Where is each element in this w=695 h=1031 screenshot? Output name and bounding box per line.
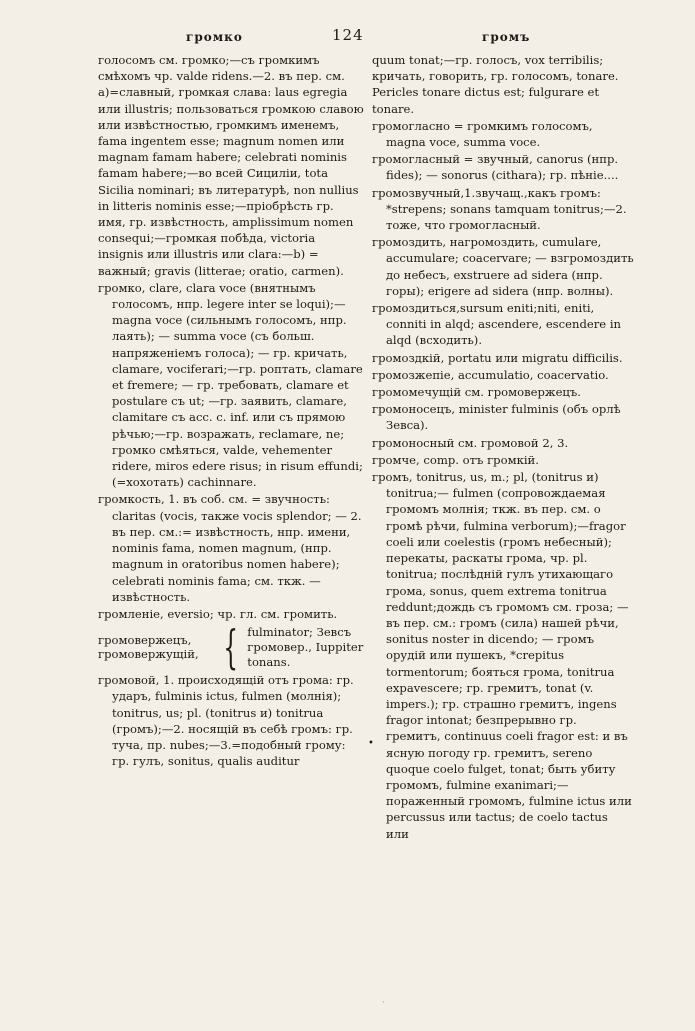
dictionary-entry: громко, clare, clara voce (внятнымъ голосомъ, нпр. legere inter se loqui);—magna voce (сильнымъ голосомъ, нпр. лаять); — summa voce (съ больш. напряженіемъ голоса); — гр. кричать, clamare, vociferari;—гр. роптать, clamare et fremere; — гр. требовать, clamare et postulare съ ut; —гр. заявить, clamare, clamitare съ acc. c. inf. или съ прямою рѣчью;—гр. возражать, reclamare, ne; громко смѣяться, valde, vehementer ridere, miros edere risus; in risum effundi; (=хохотать) cachinnare. xyxy=(98,280,363,490)
dictionary-entry: громомечущій см. громовержецъ. xyxy=(372,385,581,400)
dictionary-entry: громогласно = громкимъ голосомъ, magna voce, summa voce. xyxy=(372,118,593,150)
dictionary-entry: громозжепіе, accumulatio, coacervatio. xyxy=(372,367,609,382)
dictionary-entry: quum tonat;—гр. голосъ, vox terribilis; кричать, говорить, гр. голосомъ, tonare. Pericles tonare dictus est; fulgurare et tonare. xyxy=(372,53,619,116)
dictionary-entry: громоздкій, portatu или migratu difficilis. xyxy=(372,350,623,365)
brace-entry xyxy=(98,620,364,675)
dictionary-entry: громоносный см. громовой 2, 3. xyxy=(372,435,569,450)
dictionary-entry: громъ, tonitrus, us, m.; pl, (tonitrus и) tonitrua;— fulmen (сопровождаемая громомъ молнія; ткж. въ пер. см. о громѣ рѣчи, fulmina verborum);—fragor coeli или coelestis (громъ небесный); перекаты, раскаты грома, чр. pl. tonitrua; послѣдній гулъ утихающаго грома, sonus, quem extrema tonitrua reddunt;дождь съ громомъ см. гроза; — въ пер. см.: громъ (сила) нашей рѣчи, sonitus noster in dicendo; — громъ орудій или пушекъ, *crepitus tormentorum; бояться грома, tonitrua expavescere; гр. гремитъ, tonat (v. impers.); гр. страшно гремитъ, ingens fragor intonat; безпрерывно гр. гремитъ, continuus coeli fragor est: и въ ясную погоду гр. гремитъ, sereno quoque coelo fulget, tonat; быть убиту громомъ, fulmine exanimari;—пораженный громомъ, fulmine ictus или percussus или tactus; de coelo tactus или xyxy=(372,470,632,841)
right-column xyxy=(372,52,634,843)
dictionary-entry: громленіе, eversio; чр. гл. см. громить. xyxy=(98,606,338,621)
dictionary-entry: громовой, 1. происходящій отъ грома: гр. ударъ, fulminis ictus, fulmen (молнія); tonitrus, us; pl. (tonitrus и) tonitrua (громъ);—2. носящій въ себѣ громъ: гр. туча, пр. nubes;—3.=подобный грому: гр. гулъ, sonitus, qualis auditur xyxy=(98,673,354,769)
brace-headword: громовержецъ, xyxy=(98,633,192,648)
dictionary-entry: громоздить, нагромоздить, cumulare, accumulare; coacervare; — взгромоздить до небесъ, exstruere ad sidera (нпр. горы); erigere ad sidera (нпр. волны). xyxy=(372,235,634,298)
brace-headwords xyxy=(98,633,216,661)
page-number: 124 xyxy=(332,26,364,44)
header-right-catchword: громъ xyxy=(482,30,531,44)
left-column xyxy=(98,52,364,770)
brace-headword: громовержущій, xyxy=(98,647,199,662)
dictionary-entry: громогласный = звучный, canorus (нпр. fides); — sonorus (cithara); гр. пѣніе.... xyxy=(372,152,619,183)
dictionary-entry: громоносецъ, minister fulminis (объ орлѣ Зевса). xyxy=(372,402,621,433)
brace-icon: { xyxy=(223,620,238,675)
dictionary-entry: громче, comp. отъ громкій. xyxy=(372,452,539,467)
dictionary-entry: голосомъ см. громко;—съ громкимъ смѣхомъ чр. valde ridens.—2. въ пер. см. a)=славный, громкая слава: laus egregia или illustris; пользоваться громкою славою или извѣстностью, громкимъ именемъ, fama ingentem esse; magnum nomen или magnam famam habere; celebrati nominis famam habere;—во всей Сициліи, tota Sicilia nominari; въ литературѣ, non nullius in litteris nominis esse;—пріобрѣсть гр. имя, гр. извѣстность, amplissimum nomen consequi;—громкая побѣда, victoria insignis или illustris или clara:—b) = важный; gravis (litterae; oratio, carmen). xyxy=(98,53,364,278)
running-header xyxy=(0,26,695,50)
margin-bullet-mark: • xyxy=(368,738,374,749)
dictionary-entry: громозвучный,1.звучащ.,какъ громъ: *strepens; sonans tamquam tonitrus;—2. тоже, что громогласный. xyxy=(372,185,627,233)
header-left-catchword: громко xyxy=(186,30,243,44)
dictionary-entry: громоздиться,sursum eniti;niti, eniti, conniti in alqd; ascendere, escendere in alqd (всходить). xyxy=(372,301,621,348)
brace-definition: fulminator; Зевсъ громовер., Iuppiter tonans. xyxy=(247,624,364,669)
dictionary-entry: громкость, 1. въ соб. см. = звучность: claritas (vocis, также vocis splendor; — 2. въ пер. см.:= извѣстность, нпр. имени, nominis fama, nomen magnum, (нпр. magnum in oratoribus nomen habere); celebrati nominis fama; см. ткж. —извѣстность. xyxy=(98,492,362,604)
paper-speck: · xyxy=(382,998,385,1007)
